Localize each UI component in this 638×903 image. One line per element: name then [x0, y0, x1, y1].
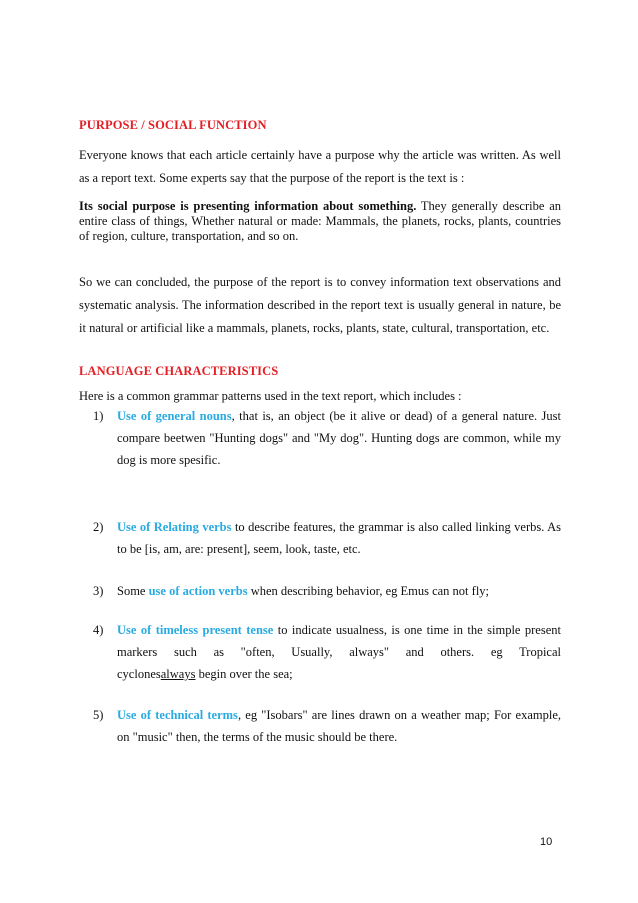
list-item-line3-post: begin over the sea;: [195, 667, 293, 681]
list-item-text: [117, 405, 561, 471]
list-item: [93, 619, 561, 685]
social-purpose-text: They generally describe an entire class of things, Whether natural or made: Mammals, the planets, rocks, plants, countries of region, culture, transportation, and so on.: [79, 199, 561, 243]
section-heading-purpose: PURPOSE / SOCIAL FUNCTION: [79, 118, 267, 132]
list-item-number: 2): [93, 520, 104, 534]
list-item: [93, 580, 561, 602]
list-item-highlight: Use of Relating verbs: [117, 520, 232, 534]
paragraph-conclusion: So we can concluded, the purpose of the report is to convey information text observations and systematic analysis. The information described in the report text is usually general in nature, be it natural or artificial like a mammals, planets, rocks, plants, state, cultural, transportation, etc.: [79, 275, 561, 335]
paragraph-intro: Everyone knows that each article certainly have a purpose why the article was written. As well as a report text. Some experts say that the purpose of the report is the text is :: [79, 148, 561, 185]
list-item-text-main: [117, 619, 561, 663]
list-item-post: to describe features, the grammar is also called linking verbs. As to be [is, am, are: present], seem, look, taste, etc.: [117, 520, 561, 556]
list-item-text-line3: [117, 663, 561, 685]
list-item-underlined-word: always: [160, 667, 196, 681]
list-item-highlight: Use of technical terms: [117, 708, 238, 722]
list-item-line3-pre: cyclones: [117, 667, 161, 681]
list-item-text: [117, 580, 561, 602]
list-item: [93, 405, 561, 471]
section-heading-language: LANGUAGE CHARACTERISTICS: [79, 364, 279, 378]
list-item-post: , that is, an object (be it alive or dead) of a general nature. Just compare beetwen "Hunting dogs" and "My dog". Hunting dogs are common, while my dog is more spesific.: [117, 409, 561, 467]
list-item-post: when describing behavior, eg Emus can not fly;: [247, 584, 490, 598]
list-item-highlight: Use of general nouns: [117, 409, 232, 423]
paragraph-social-purpose: [79, 199, 561, 244]
list-item-number: 1): [93, 409, 104, 423]
list-item-number: 5): [93, 708, 104, 722]
social-purpose-bold-text: Its social purpose is presenting information about something.: [79, 199, 417, 213]
list-item-text: [117, 704, 561, 748]
list-item-text: [117, 619, 561, 685]
list-item-number: 3): [93, 584, 104, 598]
list-item-post: , eg "Isobars" are lines drawn on a weather map; For example, on "music" then, the terms of the music should be there.: [117, 708, 562, 744]
list-item-number: 4): [93, 623, 104, 637]
list-item-highlight: Use of timeless present tense: [117, 623, 274, 637]
page-number: 10: [540, 836, 553, 848]
list-item: [93, 516, 561, 560]
paragraph-grammar-intro: Here is a common grammar patterns used in the text report, which includes :: [79, 389, 462, 403]
list-item-pre: Some: [117, 584, 149, 598]
list-item-highlight: use of action verbs: [148, 584, 248, 598]
list-item-post: to indicate usualness, is one time in the simple present markers such as "often, Usually, always" and others. eg Tropical: [117, 623, 561, 659]
list-item-text: [117, 516, 561, 560]
list-item: [93, 704, 561, 748]
